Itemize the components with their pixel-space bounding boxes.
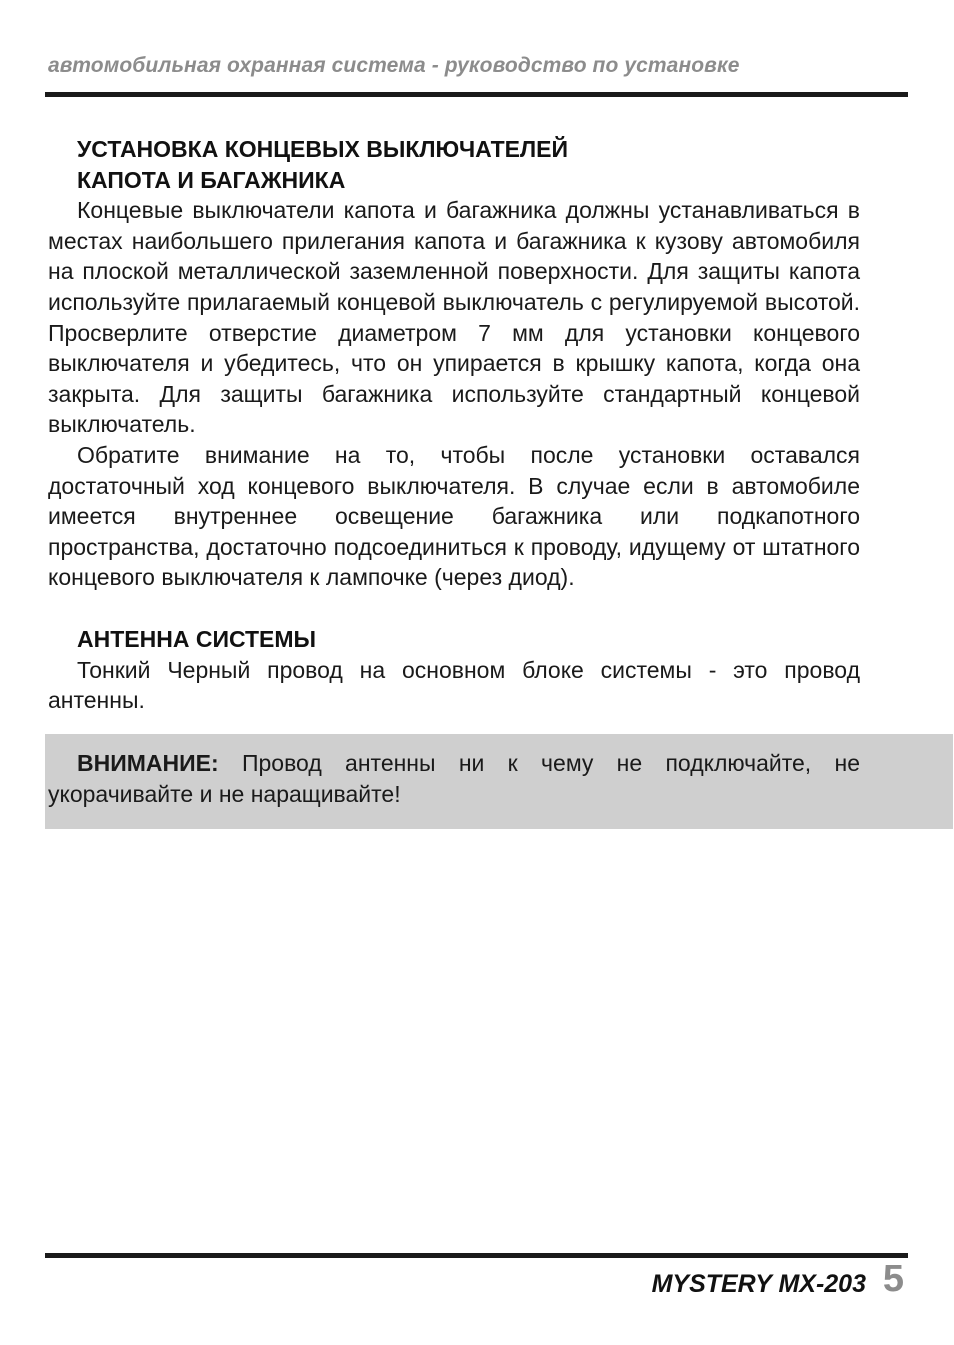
- section-antenna: [48, 624, 860, 716]
- header-divider: [45, 92, 908, 97]
- warning-text: Провод антенны ни к чему не подключайте, не укорачивайте и не наращивайте!: [48, 750, 860, 807]
- paragraph-antenna: Тонкий Черный провод на основном блоке системы - это провод антенны.: [48, 656, 860, 714]
- warning-paragraph: [48, 748, 860, 810]
- running-header: автомобильная охранная система - руководство по установке: [48, 54, 740, 77]
- paragraph-travel-note: Обратите внимание на то, чтобы после установки оставался достаточный ход концевого выключателя. В случае если в автомобиле имеется внутреннее освещение багажника или подкапотного пространства, достаточно подсоединиться к проводу, идущему от штатного концевого выключателя к лампочке (через диод).: [48, 441, 860, 591]
- warning-label: ВНИМАНИЕ:: [77, 750, 219, 776]
- warning-box: [45, 734, 953, 829]
- section-limit-switches: [48, 134, 860, 593]
- page-content: [48, 134, 860, 716]
- paragraph-installation: Концевые выключатели капота и багажника должны устанавливаться в местах наибольшего прилегания капота и багажника к кузову автомобиля на плоской металлической заземленной поверхности. Для защиты капота используйте прилагаемый концевой выключатель с регулируемой высотой. Просверлите отверстие диаметром 7 мм для установки концевого выключателя и убедитесь, что он упирается в крышку капота, когда она закрыта. Для защиты багажника используйте стандартный концевой выключатель.: [48, 197, 860, 438]
- footer-model-name: MYSTERY MX-203: [651, 1270, 866, 1298]
- page-number: 5: [882, 1258, 904, 1300]
- section-heading-line-1: УСТАНОВКА КОНЦЕВЫХ ВЫКЛЮЧАТЕЛЕЙ: [77, 136, 568, 162]
- section-heading-antenna: АНТЕННА СИСТЕМЫ: [77, 625, 317, 652]
- section-heading: [48, 134, 860, 195]
- footer-divider: [45, 1253, 908, 1258]
- section-heading-line-2: КАПОТА И БАГАЖНИКА: [77, 166, 346, 193]
